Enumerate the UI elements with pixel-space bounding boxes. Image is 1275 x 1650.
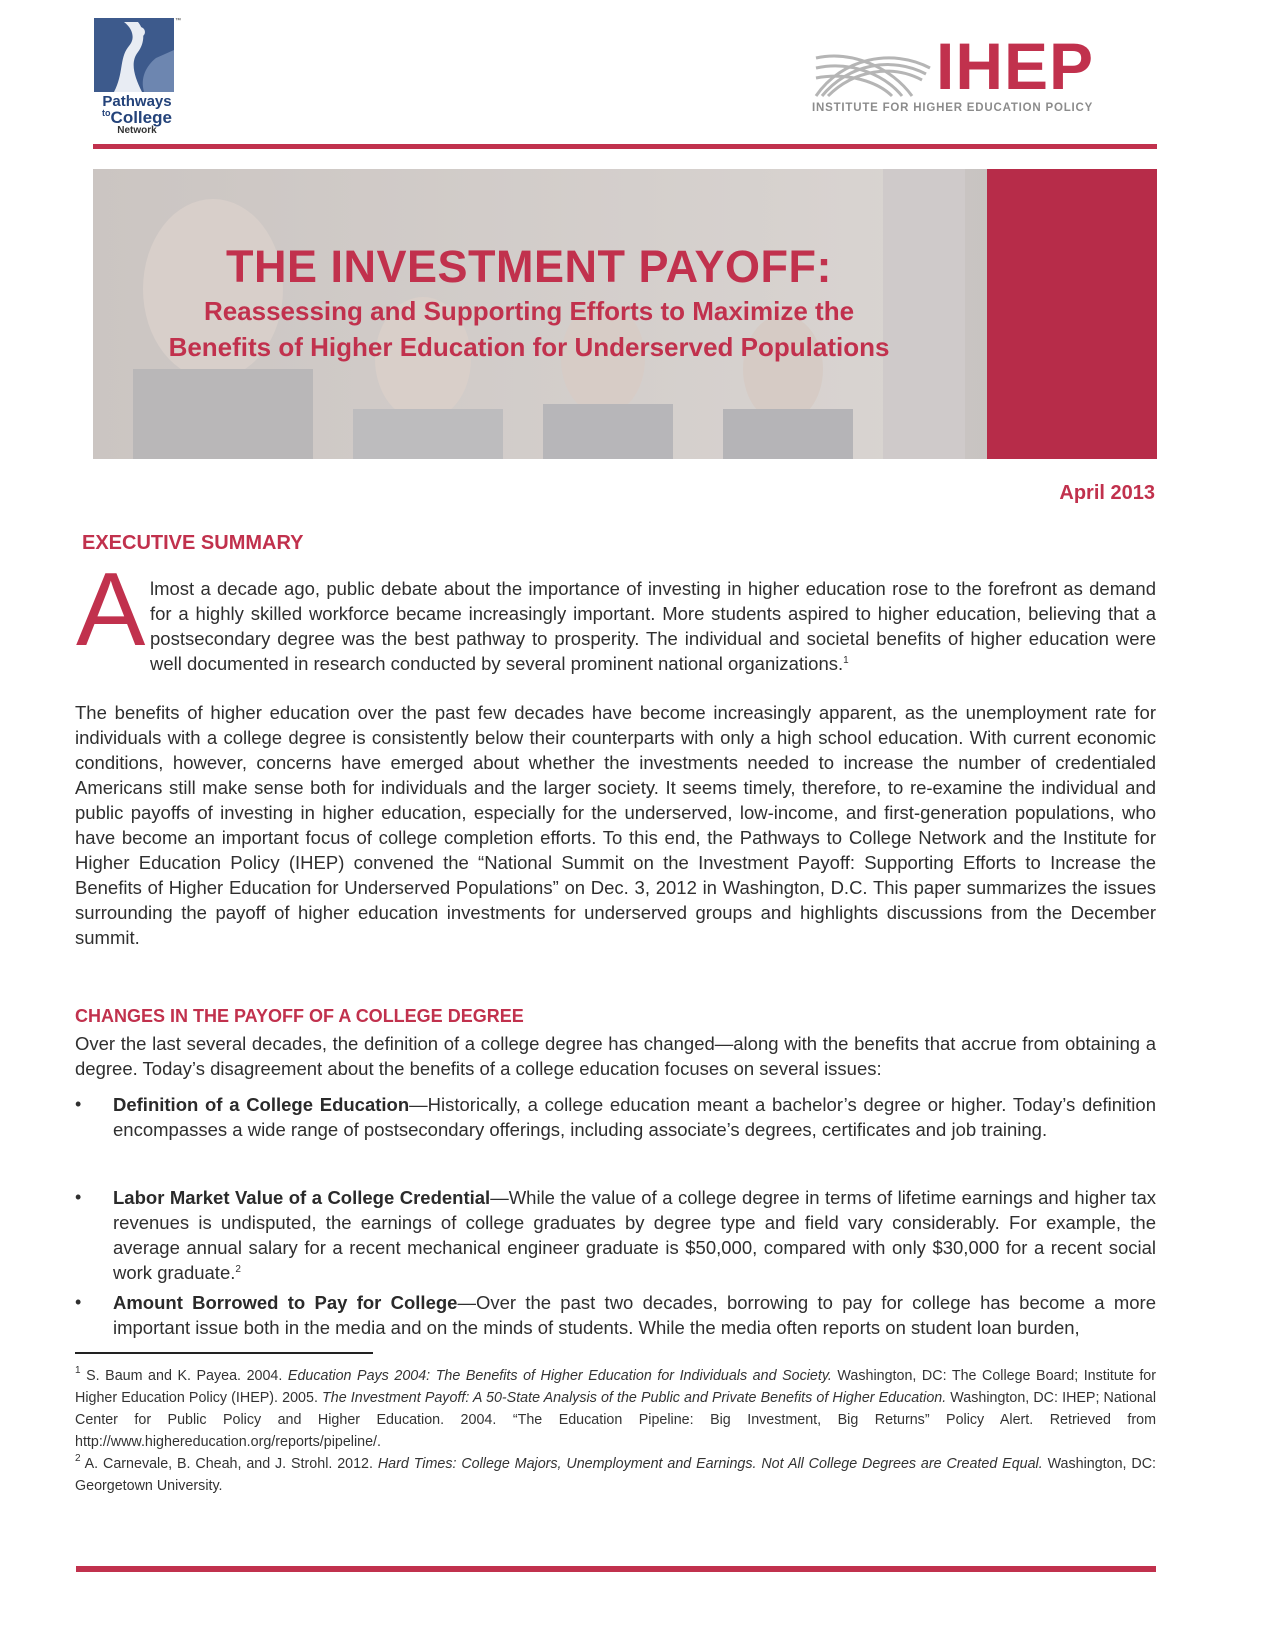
bullet-body: —While the value of a college degree in terms of lifetime earnings and higher tax revenues is undisputed, the earnings of college graduates by degree type and field vary considerably. For example, the average annual salary for a recent mechanical engineer graduate is $50,000, compared with only $30,000 for a recent social work graduate. — [113, 1187, 1156, 1283]
pathways-logo-mark — [94, 18, 174, 92]
bullet-term: Definition of a College Education — [113, 1094, 410, 1115]
pathways-logo-line2 — [94, 109, 180, 126]
pathways-logo-college: College — [110, 108, 172, 127]
bullet-term: Labor Market Value of a College Credential — [113, 1187, 491, 1208]
pathways-logo-line3: Network — [117, 125, 157, 136]
footnote-title: Hard Times: College Majors, Unemployment and Earnings. Not All College Degrees are Created Equal. — [377, 1456, 1043, 1472]
footer-rule — [76, 1566, 1156, 1572]
executive-summary-heading: EXECUTIVE SUMMARY — [82, 532, 304, 554]
bullet-icon: • — [75, 1094, 82, 1114]
trademark-mark: ™ — [175, 18, 181, 24]
bullet-icon: • — [75, 1187, 82, 1207]
summary-paragraph-1-text: lmost a decade ago, public debate about the importance of investing in higher education rose to the forefront as demand for a highly skilled workforce became increasingly important. More students aspired to higher education, believing that a postsecondary degree was the best pathway to prosperity. The individual and societal benefits of higher education were well documented in research conducted by several prominent national organizations. — [150, 578, 1156, 674]
ihep-logo-subtitle: INSTITUTE FOR HIGHER EDUCATION POLICY — [812, 102, 1094, 114]
drop-cap: A — [76, 552, 146, 668]
bullet-text — [113, 1185, 1156, 1285]
footnote-title: The Investment Payoff: A 50-State Analysis of the Public and Private Benefits of Higher Education. — [322, 1390, 947, 1406]
document-subtitle — [93, 293, 965, 366]
pathways-logo-text — [94, 94, 180, 136]
summary-paragraph-1 — [150, 576, 1156, 676]
pathways-logo — [94, 18, 180, 146]
footnote-ref-2[interactable]: 2 — [235, 1264, 241, 1275]
footnote-text: Washington, DC: The College Board; Institute for Higher Education Policy (IHEP). 2005. — [75, 1368, 1157, 1406]
header-rule — [93, 144, 1157, 149]
bullet-text — [113, 1290, 1156, 1340]
changes-heading: CHANGES IN THE PAYOFF OF A COLLEGE DEGREE — [75, 1006, 524, 1026]
summary-paragraph-2: The benefits of higher education over the past few decades have become increasingly apparent, as the unemployment rate for individuals with a college degree is consistently below their counterparts with only a high school education. With current economic conditions, however, concerns have emerged about whether the investments needed to increase the number of credentialed Americans still make sense both for individuals and the larger society. It seems timely, therefore, to re-examine the individual and public payoffs of investing in higher education, especially for the underserved, low-income, and first-generation populations, who have become an important focus of college completion efforts. To this end, the Pathways to College Network and the Institute for Higher Education Policy (IHEP) convened the “National Summit on the Investment Payoff: Supporting Efforts to Increase the Benefits of Higher Education for Underserved Populations” on Dec. 3, 2012 in Washington, D.C. This paper summarizes the issues surrounding the payoff of higher education investments for underserved groups and highlights discussions from the December summit. — [75, 702, 1156, 948]
bullet-body: —Historically, a college education meant a bachelor’s degree or higher. Today’s definition encompasses a wide range of postsecondary offerings, including associate’s degrees, certificates and job training. — [113, 1094, 1156, 1140]
footnote-ref-1[interactable]: 1 — [843, 655, 849, 666]
footnote-text: S. Baum and K. Payea. 2004. — [80, 1368, 288, 1384]
bullet-text — [113, 1092, 1156, 1142]
title-banner — [93, 169, 1157, 459]
footnote-text: Washington, DC: IHEP; National Center for Public Policy and Higher Education. 2004. “The Education Pipeline: Big Investment, Big Returns” Policy Alert. Retrieved from http://www.highereducation.org/reports/pipeline/. — [75, 1390, 1156, 1450]
publication-date: April 2013 — [1059, 482, 1155, 504]
document-title: THE INVESTMENT PAYOFF: — [225, 241, 833, 292]
footnote-number: 1 — [75, 1365, 81, 1376]
subtitle-line-1: Reassessing and Supporting Efforts to Maximize the — [203, 296, 855, 326]
footnote-separator — [75, 1352, 373, 1354]
subtitle-line-2: Benefits of Higher Education for Underserved Populations — [168, 332, 890, 363]
pathways-logo-line1: Pathways — [102, 93, 172, 110]
ihep-logo — [812, 29, 1172, 118]
bullet-term: Amount Borrowed to Pay for College — [113, 1292, 458, 1313]
pathways-logo-to: to — [102, 108, 111, 118]
ihep-wordmark: IHEP — [936, 29, 1095, 103]
footnote-number: 2 — [75, 1453, 81, 1464]
changes-intro: Over the last several decades, the definition of a college degree has changed—along with the benefits that accrue from obtaining a degree. Today’s disagreement about the benefits of a college education focuses on several issues: — [75, 1033, 1156, 1079]
ihep-arc-mark-icon — [812, 38, 932, 100]
footnote-title: Education Pays 2004: The Benefits of Higher Education for Individuals and Society. — [287, 1368, 832, 1384]
banner-accent-block — [987, 169, 1157, 459]
bullet-body: —Over the past two decades, borrowing to pay for college has become a more important issue both in the media and on the minds of students. While the media often reports on student loan burden, — [113, 1292, 1156, 1338]
bullet-icon: • — [75, 1292, 82, 1312]
footnote-text: Washington, DC: Georgetown University. — [75, 1456, 1156, 1494]
footnote-1 — [75, 1365, 1156, 1453]
footnote-text: A. Carnevale, B. Cheah, and J. Strohl. 2012. — [80, 1456, 378, 1472]
footnote-2 — [75, 1453, 1156, 1497]
